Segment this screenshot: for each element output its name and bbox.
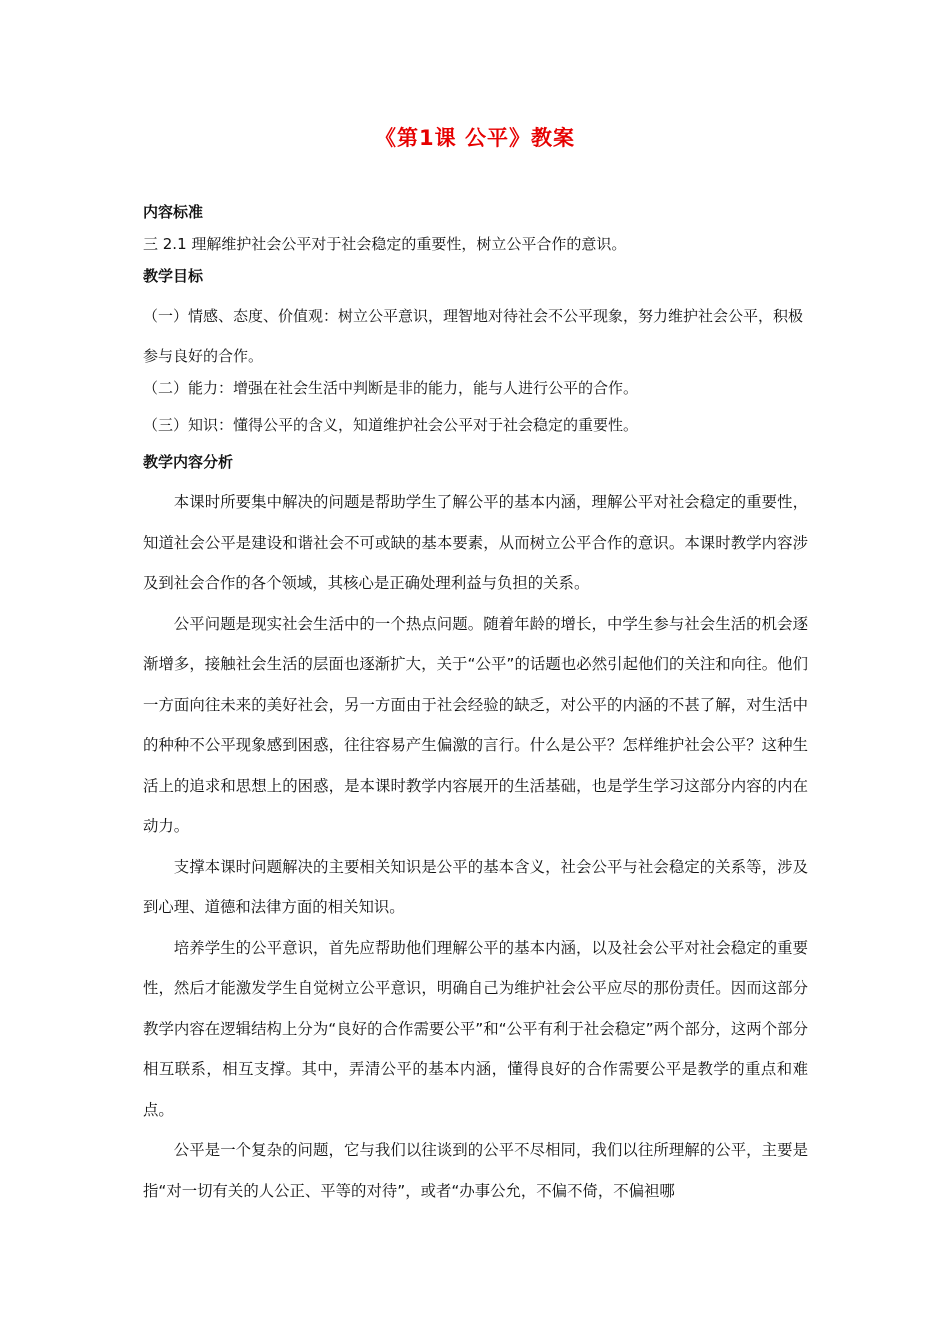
heading-objectives: 教学目标 <box>143 267 204 285</box>
objective-item-1: （一）情感、态度、价值观：树立公平意识，理智地对待社会不公平现象，努力维护社会公平，积极参与良好的合作。 <box>143 307 804 365</box>
heading-analysis: 教学内容分析 <box>143 453 234 471</box>
objective-item-2: （二）能力：增强在社会生活中判断是非的能力，能与人进行公平的合作。 <box>143 379 639 397</box>
analysis-paragraph: 本课时所要集中解决的问题是帮助学生了解公平的基本内涵，理解公平对社会稳定的重要性，知道社会公平是建设和谐社会不可或缺的基本要素，从而树立公平合作的意识。本课时教学内容涉及到社会合作的各个领域，其核心是正确处理利益与负担的关系。 <box>143 493 808 592</box>
analysis-paragraph: 培养学生的公平意识，首先应帮助他们理解公平的基本内涵，以及社会公平对社会稳定的重要性，然后才能激发学生自觉树立公平意识，明确自己为维护社会公平应尽的那份责任。因而这部分教学内容在逻辑结构上分为“良好的合作需要公平”和“公平有利于社会稳定”两个部分，这两个部分相互联系，相互支撑。其中，弄清公平的基本内涵，懂得良好的合作需要公平是教学的重点和难点。 <box>143 938 808 1119</box>
content-standard-text: 三 2.1 理解维护社会公平对于社会稳定的重要性，树立公平合作的意识。 <box>143 235 627 253</box>
document-title: 《第1课 公平》教案 <box>375 126 575 150</box>
objective-item-3: （三）知识：懂得公平的含义，知道维护社会公平对于社会稳定的重要性。 <box>143 416 639 434</box>
analysis-paragraph: 支撑本课时问题解决的主要相关知识是公平的基本含义，社会公平与社会稳定的关系等，涉及到心理、道德和法律方面的相关知识。 <box>143 857 808 916</box>
analysis-paragraph: 公平是一个复杂的问题，它与我们以往谈到的公平不尽相同，我们以往所理解的公平，主要是指“对一切有关的人公正、平等的对待”，或者“办事公允，不偏不倚，不偏袒哪 <box>143 1141 808 1200</box>
heading-content-standard: 内容标准 <box>143 203 204 221</box>
document-body <box>143 200 808 1211</box>
analysis-paragraph: 公平问题是现实社会生活中的一个热点问题。随着年龄的增长，中学生参与社会生活的机会逐渐增多，接触社会生活的层面也逐渐扩大，关于“公平”的话题也必然引起他们的关注和向往。他们一方面向往未来的美好社会，另一方面由于社会经验的缺乏，对公平的内涵的不甚了解，对生活中的种种不公平现象感到困惑，往往容易产生偏激的言行。什么是公平？怎样维护社会公平？这种生活上的追求和思想上的困惑，是本课时教学内容展开的生活基础，也是学生学习这部分内容的内在动力。 <box>143 614 808 835</box>
